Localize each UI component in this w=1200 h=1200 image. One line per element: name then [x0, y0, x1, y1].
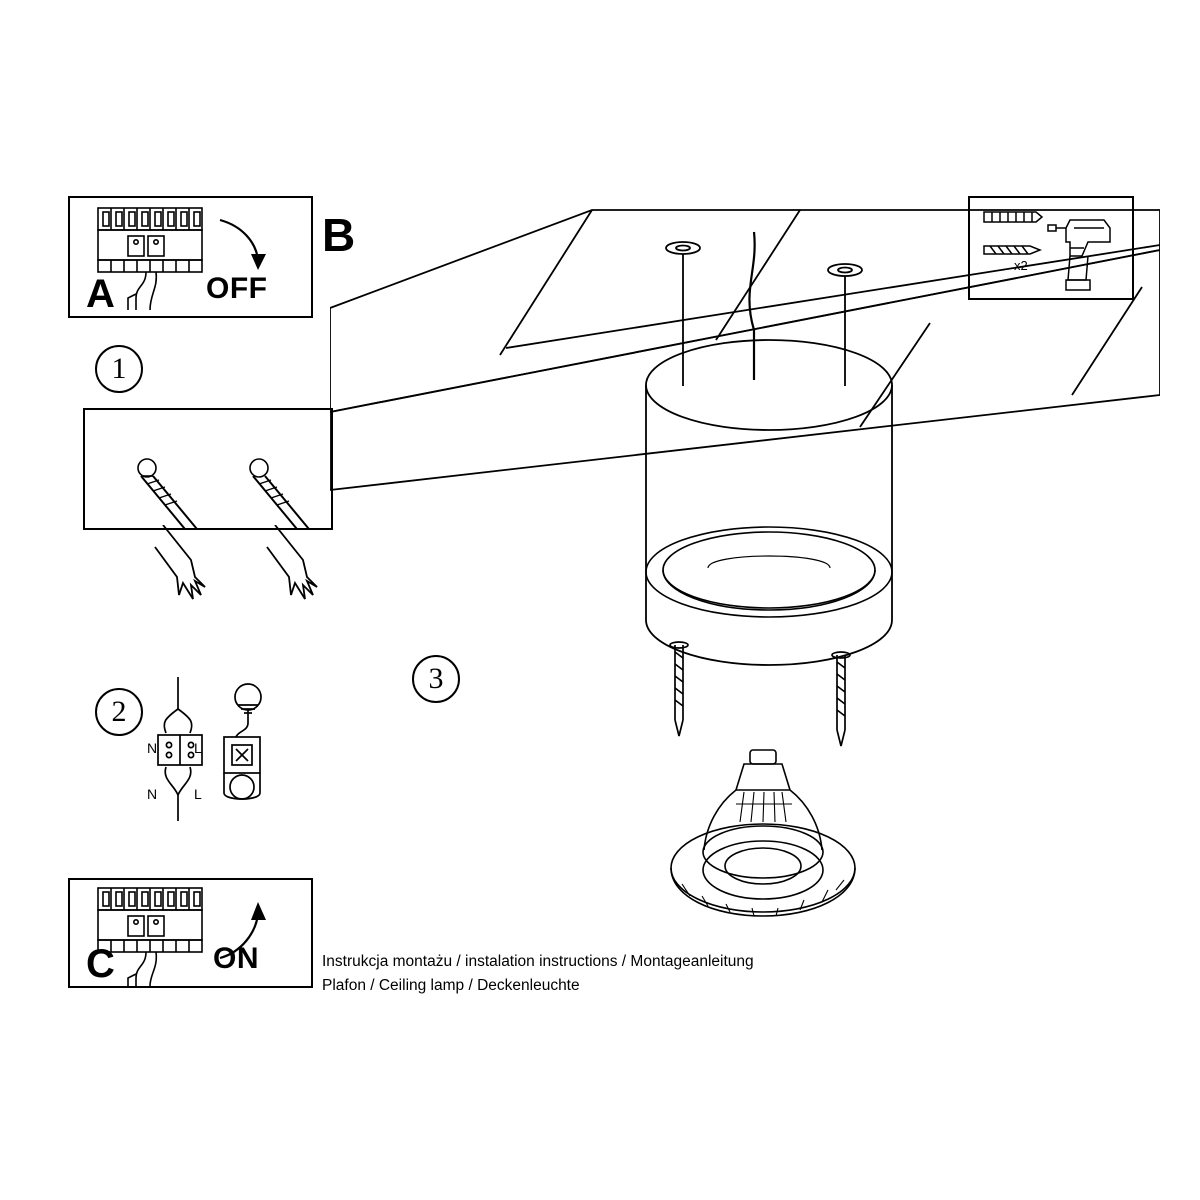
step-2-number: 2 [111, 695, 127, 728]
arrow-head [251, 254, 266, 270]
ceiling-lamp-mounting-icon [330, 190, 1160, 950]
step-2-badge [95, 688, 143, 736]
footer-line-1: Instrukcja montażu / instalation instructions / Montageanleitung [322, 953, 754, 970]
terminal-label-n-bottom: N [147, 786, 158, 802]
arrow-head [251, 902, 266, 920]
panel-power-on [68, 878, 313, 988]
terminal-label-n-top: N [147, 740, 158, 756]
parts-quantity-label: x2 [1014, 258, 1028, 273]
step-3-badge [412, 655, 460, 703]
wall-plug-tails-icon [83, 525, 353, 635]
power-off-label: OFF [206, 272, 268, 305]
wiring-terminal-block-icon [140, 675, 290, 825]
power-on-label: ON [213, 942, 259, 975]
footer-line-2: Plafon / Ceiling lamp / Deckenleuchte [322, 977, 580, 995]
panel-letter-c: C [86, 942, 115, 986]
panel-step-1 [83, 408, 333, 530]
panel-letter-a: A [86, 272, 115, 316]
terminal-label-l-bottom: L [194, 786, 202, 802]
step-1-number: 1 [111, 352, 127, 385]
terminal-label-l-top: L [194, 740, 202, 756]
footer-text [322, 950, 882, 998]
step-1-badge [95, 345, 143, 393]
wall-plugs-and-screws-icon [85, 410, 331, 528]
panel-power-off [68, 196, 313, 318]
panel-letter-b: B [322, 209, 356, 261]
step-3-number: 3 [428, 662, 444, 695]
